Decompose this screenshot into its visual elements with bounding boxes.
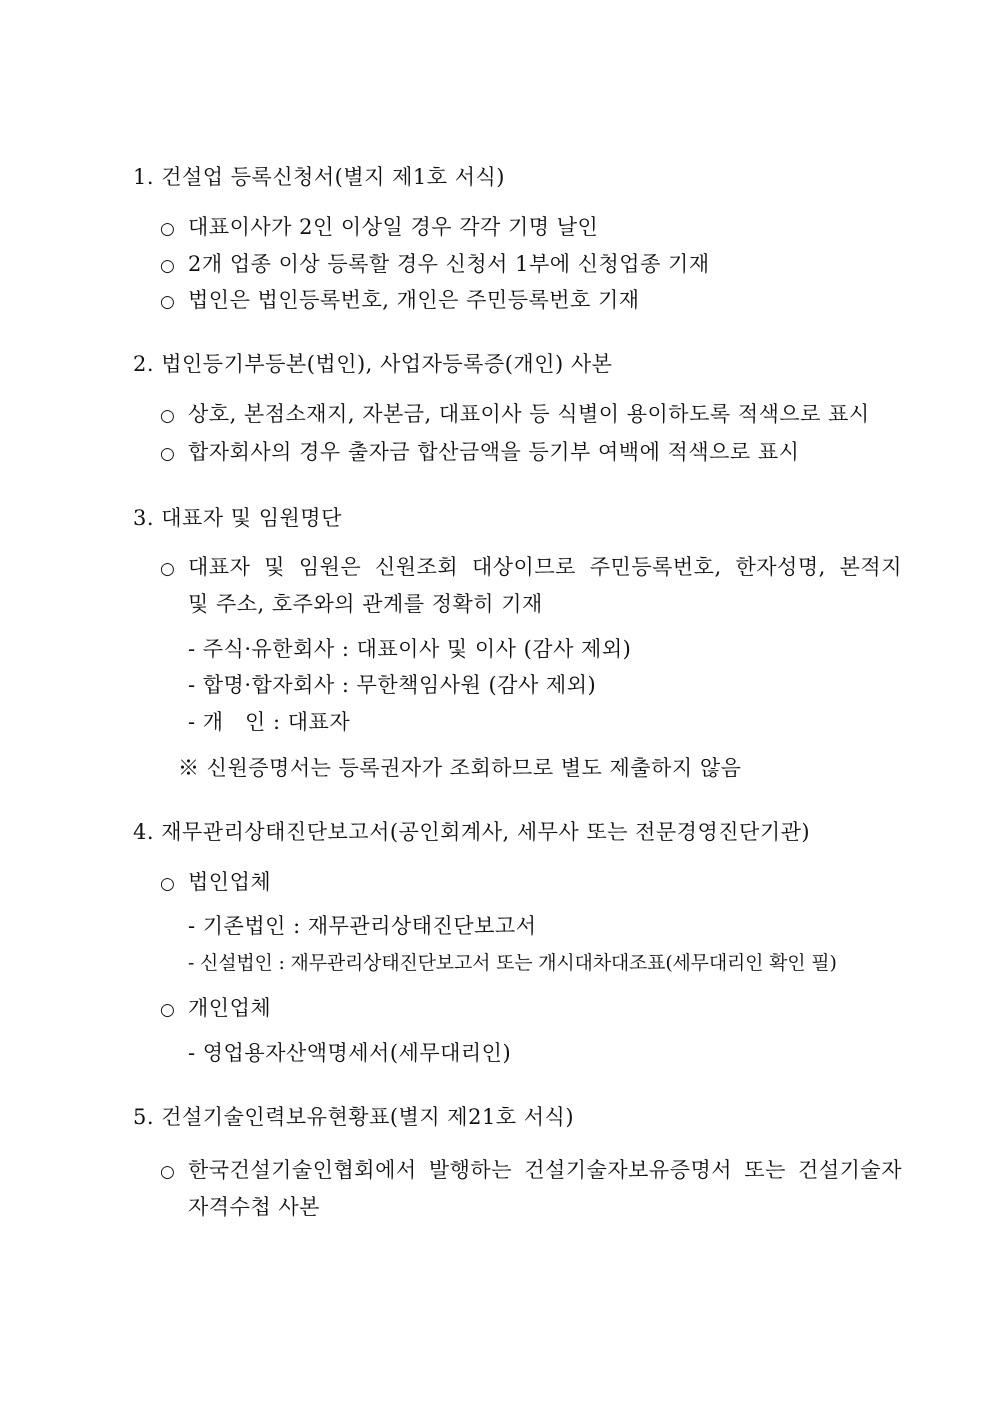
bullet-text: 대표자 및 임원은 신원조회 대상이므로 주민등록번호, 한자성명, 본적지 <box>188 555 902 579</box>
circle-bullet-icon: ○ <box>160 406 176 426</box>
bullet-text: 합자회사의 경우 출자금 합산금액을 등기부 여백에 적색으로 표시 <box>188 440 800 464</box>
section-1-bullet-3 <box>160 286 640 316</box>
section-1-heading: 1. 건설업 등록신청서(별지 제1호 서식) <box>133 165 505 189</box>
circle-bullet-icon: ○ <box>160 444 176 464</box>
bullet-text: 개인업체 <box>188 996 272 1020</box>
bullet-text: 한국건설기술인협회에서 발행하는 건설기술자보유증명서 또는 건설기술자 <box>188 1158 902 1182</box>
circle-bullet-icon: ○ <box>160 219 176 239</box>
section-1-bullet-2 <box>160 250 710 280</box>
section-4-bullet-individual <box>160 994 271 1024</box>
section-1-bullet-1 <box>160 213 598 243</box>
bullet-text: 법인업체 <box>188 870 272 894</box>
section-2-bullet-1 <box>160 400 870 430</box>
section-4-corp-dash-2: - 신설법인 : 재무관리상태진단보고서 또는 개시대차대조표(세무대리인 확인 필) <box>188 952 837 974</box>
section-3-dash-1: - 주식·유한회사 : 대표이사 및 이사 (감사 제외) <box>188 637 632 661</box>
bullet-text: 상호, 본점소재지, 자본금, 대표이사 등 식별이 용이하도록 적색으로 표시 <box>188 402 870 426</box>
section-3-heading: 3. 대표자 및 임원명단 <box>133 506 342 530</box>
section-4-corp-dash-1: - 기존법인 : 재무관리상태진단보고서 <box>188 914 537 938</box>
section-5-heading: 5. 건설기술인력보유현황표(별지 제21호 서식) <box>133 1105 575 1129</box>
circle-bullet-icon: ○ <box>160 292 176 312</box>
circle-bullet-icon: ○ <box>160 1162 176 1182</box>
section-5-bullet-1 <box>160 1156 902 1186</box>
circle-bullet-icon: ○ <box>160 1000 176 1020</box>
section-4-indiv-dash-1: - 영업용자산액명세서(세무대리인) <box>188 1041 512 1065</box>
section-3-dash-2: - 합명·합자회사 : 무한책임사원 (감사 제외) <box>188 673 597 697</box>
section-3-dash-3: - 개 인 : 대표자 <box>188 710 351 734</box>
section-2-bullet-2 <box>160 438 799 468</box>
circle-bullet-icon: ○ <box>160 559 176 579</box>
section-3-note: ※ 신원증명서는 등록권자가 조회하므로 별도 제출하지 않음 <box>178 756 742 780</box>
section-4-bullet-corporate <box>160 868 271 898</box>
bullet-text: 법인은 법인등록번호, 개인은 주민등록번호 기재 <box>188 288 640 312</box>
section-5-bullet-1-continued: 자격수첩 사본 <box>188 1195 320 1219</box>
section-2-heading: 2. 법인등기부등본(법인), 사업자등록증(개인) 사본 <box>133 352 613 376</box>
circle-bullet-icon: ○ <box>160 256 176 276</box>
bullet-text: 대표이사가 2인 이상일 경우 각각 기명 날인 <box>188 215 599 239</box>
section-3-bullet-1 <box>160 553 902 583</box>
section-3-bullet-1-continued: 및 주소, 호주와의 관계를 정확히 기재 <box>188 592 543 616</box>
circle-bullet-icon: ○ <box>160 874 176 894</box>
section-4-heading: 4. 재무관리상태진단보고서(공인회계사, 세무사 또는 전문경영진단기관) <box>133 820 811 844</box>
bullet-text: 2개 업종 이상 등록할 경우 신청서 1부에 신청업종 기재 <box>188 252 710 276</box>
